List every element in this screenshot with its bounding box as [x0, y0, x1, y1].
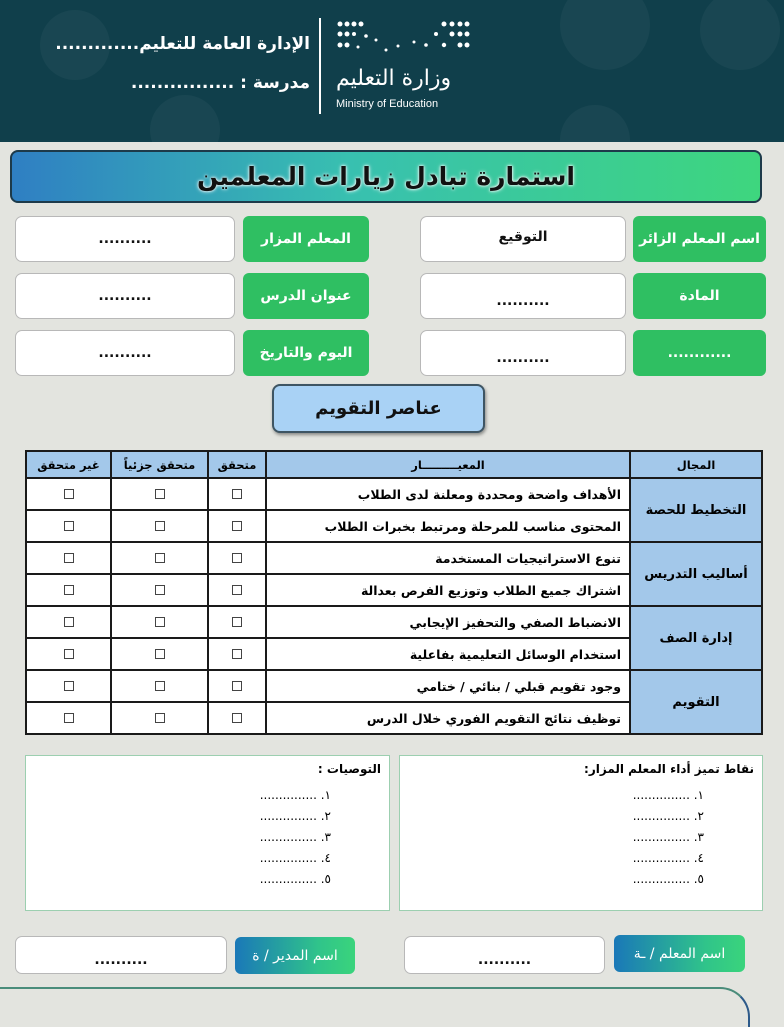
- criterion-cell: استخدام الوسائل التعليمية بفاعلية: [266, 638, 630, 670]
- not-achieved-cell: [26, 670, 111, 702]
- recommendation-item[interactable]: ٤. ...............: [259, 851, 331, 865]
- form-title: [10, 150, 762, 203]
- date-label: اليوم والتاريخ: [243, 330, 369, 376]
- partial-cell: [111, 542, 208, 574]
- strength-item[interactable]: ٥. ...............: [632, 872, 704, 886]
- achieved-cell: [208, 670, 266, 702]
- header-achieved: متحقق: [208, 451, 266, 478]
- criterion-cell: الانضباط الصفي والتحفيز الإيجابي: [266, 606, 630, 638]
- visited-teacher-label: المعلم المزار: [243, 216, 369, 262]
- achieved-checkbox[interactable]: [232, 553, 242, 563]
- partial-cell: [111, 670, 208, 702]
- domain-cell: إدارة الصف: [630, 606, 762, 670]
- criterion-cell: المحتوى مناسب للمرحلة ومرتبط بخبرات الطلاب: [266, 510, 630, 542]
- strength-item[interactable]: ٣. ...............: [632, 830, 704, 844]
- not-achieved-checkbox[interactable]: [64, 617, 74, 627]
- ministry-name-ar: وزارة التعليم: [336, 66, 452, 91]
- lesson-title-label: عنوان الدرس: [243, 273, 369, 319]
- achieved-cell: [208, 542, 266, 574]
- achieved-checkbox[interactable]: [232, 681, 242, 691]
- achieved-checkbox[interactable]: [232, 649, 242, 659]
- partial-checkbox[interactable]: [155, 617, 165, 627]
- not-achieved-checkbox[interactable]: [64, 585, 74, 595]
- principal-name-field[interactable]: ..........: [15, 936, 227, 974]
- teacher-name-field[interactable]: ..........: [404, 936, 605, 974]
- directorate-text: الإدارة العامة للتعليم.............: [55, 34, 310, 54]
- partial-checkbox[interactable]: [155, 521, 165, 531]
- form-title-text: استمارة تبادل زيارات المعلمين: [196, 162, 575, 191]
- achieved-cell: [208, 638, 266, 670]
- not-achieved-cell: [26, 606, 111, 638]
- evaluation-elements-button[interactable]: عناصر التقويم: [272, 384, 485, 433]
- not-achieved-checkbox[interactable]: [64, 521, 74, 531]
- achieved-checkbox[interactable]: [232, 617, 242, 627]
- school-text: مدرسة : ................: [130, 73, 310, 93]
- achieved-cell: [208, 702, 266, 734]
- header-banner: [0, 0, 784, 142]
- partial-checkbox[interactable]: [155, 649, 165, 659]
- table-row: [26, 478, 762, 510]
- recommendation-item[interactable]: ٣. ...............: [259, 830, 331, 844]
- recommendation-item[interactable]: ١. ...............: [259, 788, 331, 802]
- domain-cell: التقويم: [630, 670, 762, 734]
- ministry-logo-icon: [336, 20, 470, 56]
- strength-item[interactable]: ١. ...............: [632, 788, 704, 802]
- subject-label: المادة: [633, 273, 766, 319]
- lesson-title-field[interactable]: ..........: [15, 273, 235, 319]
- partial-cell: [111, 702, 208, 734]
- strength-item[interactable]: ٤. ...............: [632, 851, 704, 865]
- not-achieved-checkbox[interactable]: [64, 649, 74, 659]
- table-row: [26, 542, 762, 574]
- partial-checkbox[interactable]: [155, 585, 165, 595]
- criterion-cell: توظيف نتائج التقويم الفوري خلال الدرس: [266, 702, 630, 734]
- blank-label: ............: [633, 330, 766, 376]
- table-row: [26, 670, 762, 702]
- not-achieved-checkbox[interactable]: [64, 681, 74, 691]
- partial-cell: [111, 638, 208, 670]
- not-achieved-checkbox[interactable]: [64, 553, 74, 563]
- header-divider: [319, 18, 321, 114]
- achieved-checkbox[interactable]: [232, 713, 242, 723]
- not-achieved-cell: [26, 542, 111, 574]
- criterion-cell: وجود تقويم قبلي / بنائي / ختامي: [266, 670, 630, 702]
- partial-cell: [111, 606, 208, 638]
- principal-name-label: اسم المدير / ة: [235, 937, 355, 974]
- achieved-checkbox[interactable]: [232, 489, 242, 499]
- criterion-cell: تنوع الاستراتيجيات المستخدمة: [266, 542, 630, 574]
- subject-field[interactable]: ..........: [420, 273, 626, 319]
- visited-teacher-field[interactable]: ..........: [15, 216, 235, 262]
- achieved-cell: [208, 478, 266, 510]
- bottom-border-decoration: [0, 987, 750, 1027]
- achieved-cell: [208, 606, 266, 638]
- partial-cell: [111, 478, 208, 510]
- strengths-box: [399, 755, 763, 911]
- strengths-title: نقاط تميز أداء المعلم المزار:: [584, 762, 754, 776]
- strength-item[interactable]: ٢. ...............: [632, 809, 704, 823]
- recommendations-box: [25, 755, 390, 911]
- achieved-cell: [208, 510, 266, 542]
- evaluation-table: [25, 450, 763, 735]
- table-header-row: [26, 451, 762, 478]
- achieved-checkbox[interactable]: [232, 585, 242, 595]
- not-achieved-cell: [26, 638, 111, 670]
- criterion-cell: اشتراك جميع الطلاب وتوزيع الفرص بعدالة: [266, 574, 630, 606]
- visitor-signature-field[interactable]: التوقيع: [420, 216, 626, 262]
- blank-field[interactable]: ..........: [420, 330, 626, 376]
- ministry-name-en: Ministry of Education: [336, 98, 439, 110]
- achieved-checkbox[interactable]: [232, 521, 242, 531]
- recommendation-item[interactable]: ٢. ...............: [259, 809, 331, 823]
- domain-cell: التخطيط للحصة: [630, 478, 762, 542]
- header-not-achieved: غير متحقق: [26, 451, 111, 478]
- partial-checkbox[interactable]: [155, 489, 165, 499]
- visitor-teacher-label: اسم المعلم الزائر: [633, 216, 766, 262]
- recommendation-item[interactable]: ٥. ...............: [259, 872, 331, 886]
- partial-cell: [111, 574, 208, 606]
- not-achieved-checkbox[interactable]: [64, 713, 74, 723]
- date-field[interactable]: ..........: [15, 330, 235, 376]
- partial-checkbox[interactable]: [155, 681, 165, 691]
- partial-cell: [111, 510, 208, 542]
- partial-checkbox[interactable]: [155, 553, 165, 563]
- not-achieved-cell: [26, 702, 111, 734]
- not-achieved-cell: [26, 478, 111, 510]
- not-achieved-checkbox[interactable]: [64, 489, 74, 499]
- recommendations-title: التوصيات :: [317, 762, 381, 776]
- header-partial: متحقق جزئياً: [111, 451, 208, 478]
- not-achieved-cell: [26, 510, 111, 542]
- domain-cell: أساليب التدريس: [630, 542, 762, 606]
- header-criterion: المعيـــــــــار: [266, 451, 630, 478]
- teacher-name-label: اسم المعلم / ـة: [614, 935, 745, 972]
- table-row: [26, 606, 762, 638]
- header-domain: المجال: [630, 451, 762, 478]
- partial-checkbox[interactable]: [155, 713, 165, 723]
- not-achieved-cell: [26, 574, 111, 606]
- criterion-cell: الأهداف واضحة ومحددة ومعلنة لدى الطلاب: [266, 478, 630, 510]
- achieved-cell: [208, 574, 266, 606]
